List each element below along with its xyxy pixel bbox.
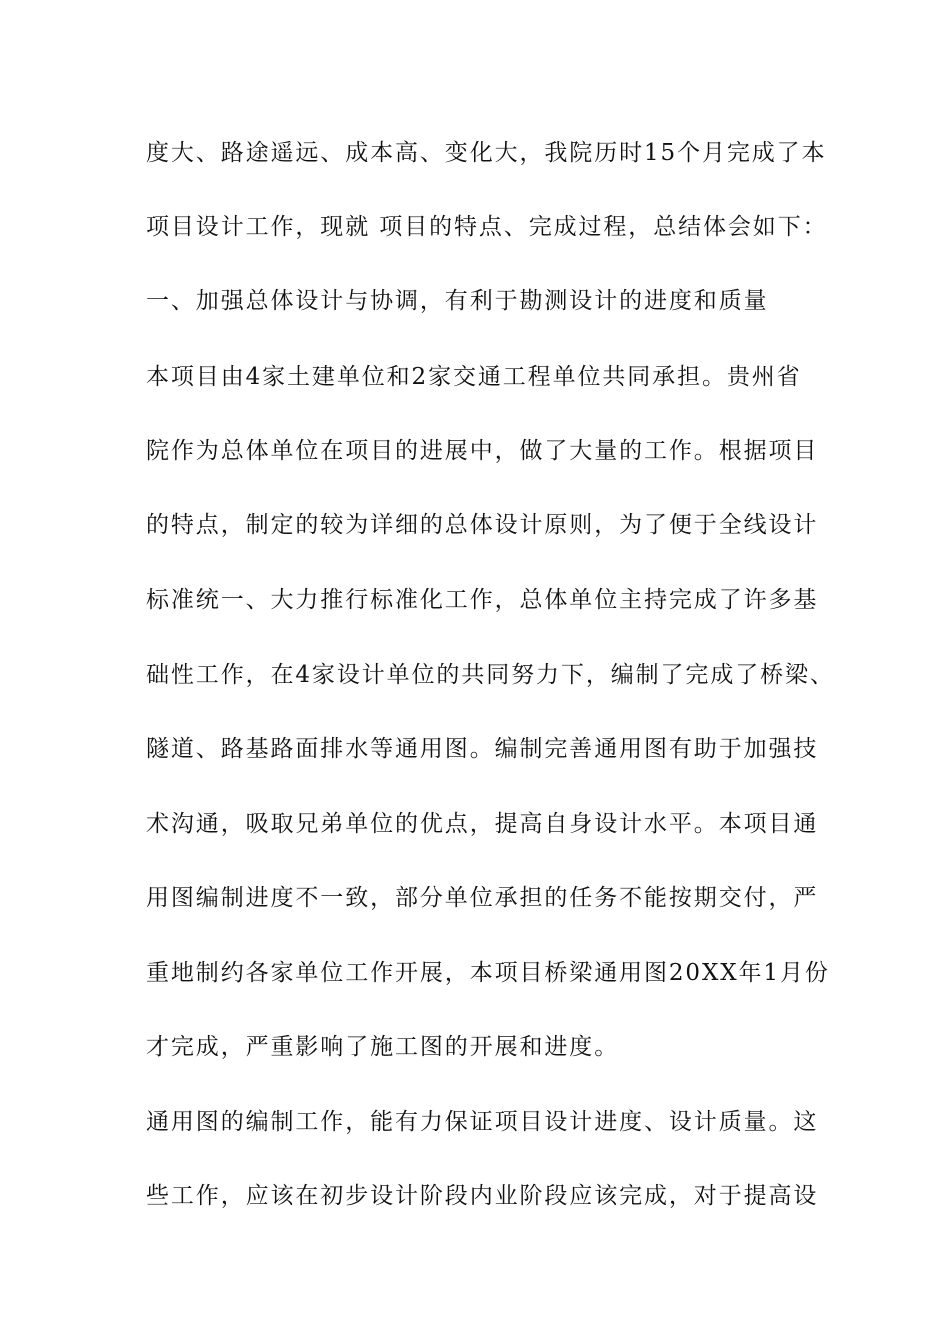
text-line: 项目设计工作，现就 项目的特点、完成过程，总结体会如下： [146, 214, 828, 240]
text-line: 本项目由4家土建单位和2家交通工程单位共同承担。贵州省 [146, 364, 802, 390]
text-line: 用图编制进度不一致，部分单位承担的任务不能按期交付，严 [146, 885, 819, 911]
section-heading: 一、加强总体设计与协调，有利于勘测设计的进度和质量 [146, 288, 769, 314]
text-line: 重地制约各家单位工作开展，本项目桥梁通用图20XX年1月份 [146, 960, 830, 986]
text-line: 标准统一、大力推行标准化工作，总体单位主持完成了许多基 [146, 587, 819, 613]
text-line: 础性工作，在4家设计单位的共同努力下，编制了完成了桥梁、 [146, 662, 835, 688]
text-line: 才完成，严重影响了施工图的开展和进度。 [146, 1034, 620, 1060]
text-line: 术沟通，吸取兄弟单位的优点，提高自身设计水平。本项目通 [146, 811, 819, 837]
text-line: 隧道、路基路面排水等通用图。编制完善通用图有助于加强技 [146, 736, 819, 762]
text-line: 度大、路途遥远、成本高、变化大，我院历时15个月完成了本 [146, 140, 827, 166]
text-line: 院作为总体单位在项目的进展中，做了大量的工作。根据项目 [146, 438, 819, 464]
text-line: 通用图的编制工作，能有力保证项目设计进度、设计质量。这 [146, 1109, 819, 1135]
text-line: 的特点，制定的较为详细的总体设计原则，为了便于全线设计 [146, 512, 819, 538]
text-line: 些工作，应该在初步设计阶段内业阶段应该完成，对于提高设 [146, 1183, 819, 1209]
